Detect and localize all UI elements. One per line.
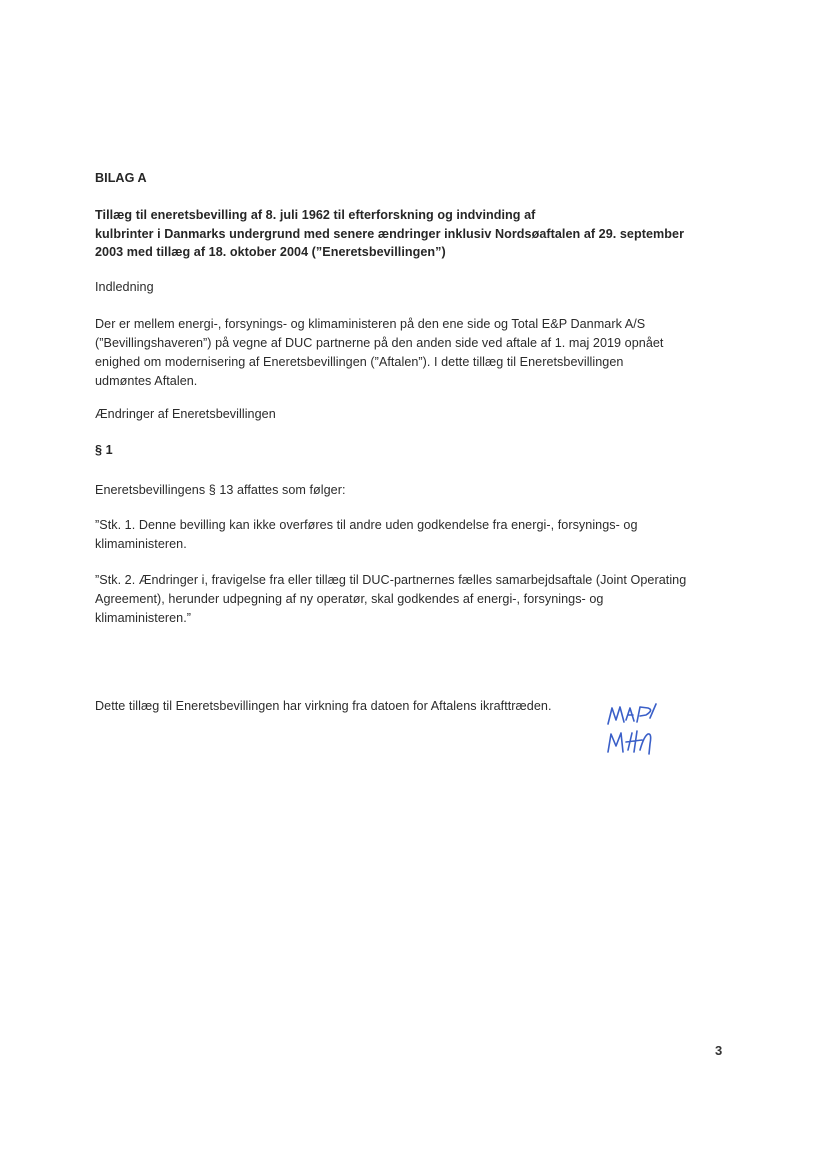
intro-line: enighed om modernisering af Eneretsbevillingen (”Aftalen”). I dette tillæg til Eneretsbevillingen	[95, 355, 624, 369]
intro-line: Der er mellem energi-, forsynings- og klimaministeren på den ene side og Total E&P Danmark A/S	[95, 317, 646, 331]
effective-clause: Dette tillæg til Eneretsbevillingen har virkning fra datoen for Aftalens ikrafttræden.	[95, 699, 552, 713]
stk2-line: ”Stk. 2. Ændringer i, fravigelse fra eller tillæg til DUC-partnernes fælles samarbejdsaftale (Joint Operating	[95, 573, 687, 587]
stk1-line: ”Stk. 1. Denne bevilling kan ikke overføres til andre uden godkendelse fra energi-, forsynings- og	[95, 518, 638, 532]
stk1-paragraph	[95, 516, 735, 554]
stk1-line: klimaministeren.	[95, 537, 187, 551]
intro-paragraph	[95, 315, 745, 391]
intro-line: udmøntes Aftalen.	[95, 374, 198, 388]
change-intro: Eneretsbevillingens § 13 affattes som følger:	[95, 483, 346, 497]
stk2-paragraph	[95, 571, 745, 628]
handwritten-initials-signature	[600, 700, 670, 760]
title-line: 2003 med tillæg af 18. oktober 2004 (”Eneretsbevillingen”)	[95, 245, 446, 259]
page-number: 3	[715, 1043, 723, 1058]
stk2-line: Agreement), herunder udpegning af ny operatør, skal godkendes af energi-, forsynings- og	[95, 592, 604, 606]
document-title	[95, 206, 755, 262]
paragraph-mark: § 1	[95, 443, 113, 457]
stk2-line: klimaministeren.”	[95, 611, 192, 625]
annex-heading: BILAG A	[95, 171, 147, 185]
intro-heading: Indledning	[95, 280, 154, 294]
intro-line: (”Bevillingshaveren”) på vegne af DUC partnerne på den anden side ved aftale af 1. maj 2019 opnået	[95, 336, 664, 350]
title-line: Tillæg til eneretsbevilling af 8. juli 1962 til efterforskning og indvinding af	[95, 208, 536, 222]
title-line: kulbrinter i Danmarks undergrund med senere ændringer inklusiv Nordsøaftalen af 29. september	[95, 226, 685, 241]
changes-heading: Ændringer af Eneretsbevillingen	[95, 407, 276, 421]
